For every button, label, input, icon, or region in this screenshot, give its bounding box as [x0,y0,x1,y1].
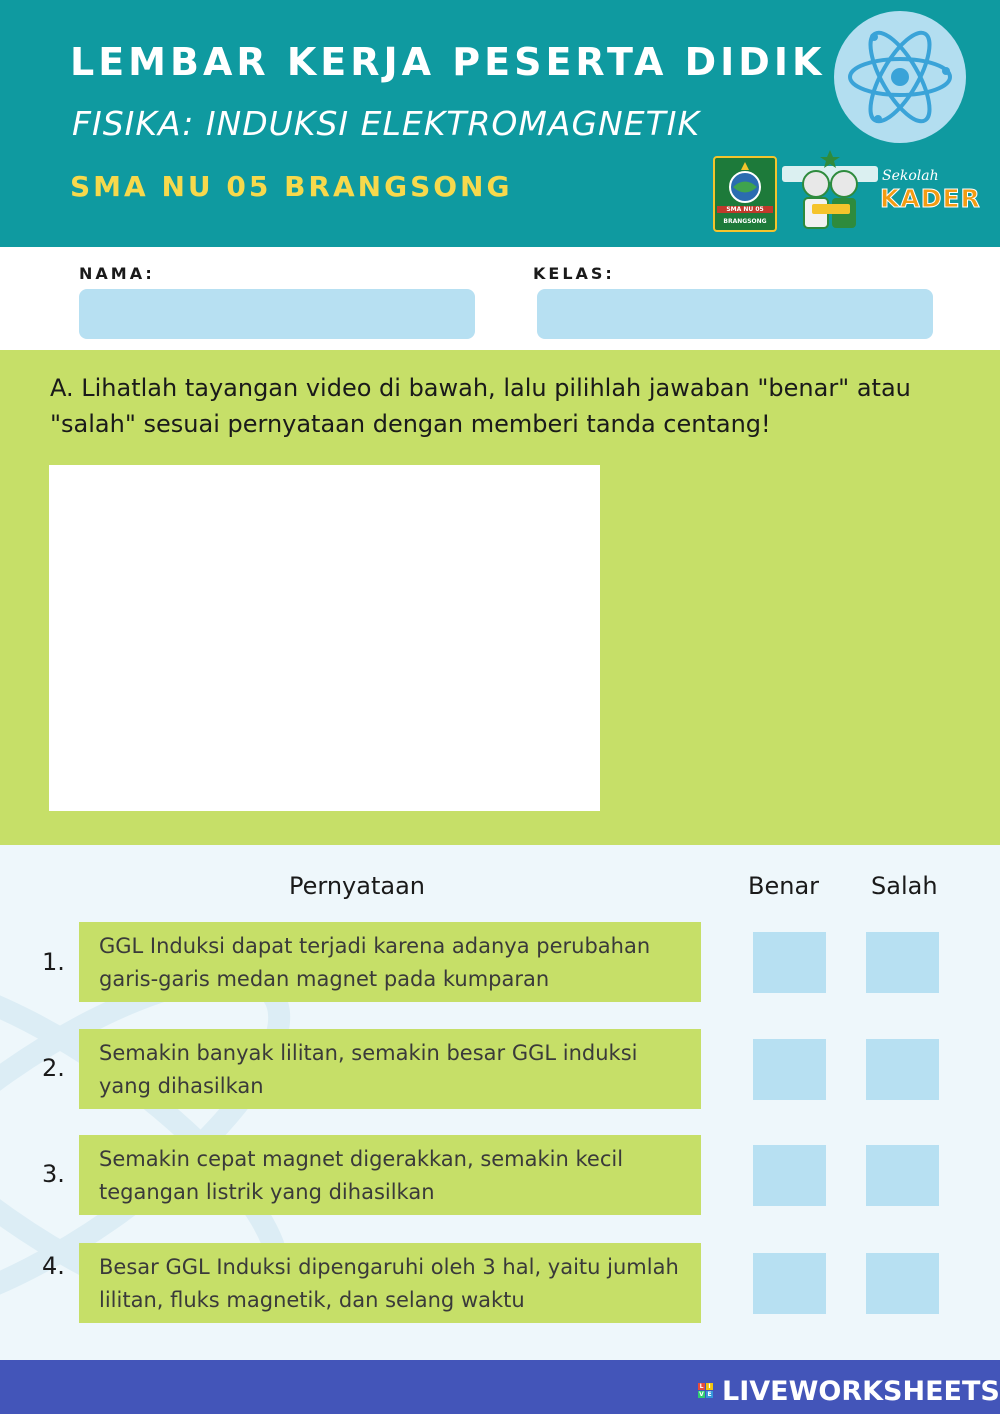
worksheet-title: LEMBAR KERJA PESERTA DIDIK [70,40,826,84]
worksheet-subtitle: FISIKA: INDUKSI ELEKTROMAGNETIK [72,104,701,143]
school-logo [713,156,777,232]
row-2-benar-checkbox[interactable] [753,1039,826,1100]
liveworksheets-icon: L I V E [699,1383,712,1398]
statement-text: Semakin cepat magnet digerakkan, semakin kecil tegangan listrik yang dihasilkan [79,1135,701,1215]
name-label: NAMA: [79,264,155,283]
row-number: 2. [42,1054,65,1082]
row-number: 1. [42,948,65,976]
row-4-benar-checkbox[interactable] [753,1253,826,1314]
row-4-salah-checkbox[interactable] [866,1253,939,1314]
class-label: KELAS: [533,264,615,283]
sekolah-kader-logo [880,168,981,220]
school-logo-label: SMA NU 05 [717,206,773,213]
statement-column-header: Pernyataan [289,872,425,900]
atom-icon [834,11,966,143]
name-input[interactable] [79,289,475,339]
true-column-header: Benar [748,872,820,900]
statement-text: Semakin banyak lilitan, semakin besar GGL induksi yang dihasilkan [79,1029,701,1109]
row-2-salah-checkbox[interactable] [866,1039,939,1100]
row-1-benar-checkbox[interactable] [753,932,826,993]
video-player[interactable] [49,465,600,811]
row-1-salah-checkbox[interactable] [866,932,939,993]
section-a-instruction: A. Lihatlah tayangan video di bawah, lalu pilihlah jawaban "benar" atau "salah" sesuai pernyataan dengan memberi tanda centang! [50,374,911,438]
statement-text: GGL Induksi dapat terjadi karena adanya perubahan garis-garis medan magnet pada kumparan [79,922,701,1002]
kader-word: KADER [880,184,981,213]
school-logo-sublabel: BRANGSONG [723,218,767,225]
row-number: 3. [42,1160,65,1188]
row-3-benar-checkbox[interactable] [753,1145,826,1206]
nu-mascot-logo [782,148,878,234]
row-number: 4. [42,1252,65,1280]
liveworksheets-brand[interactable]: LIVEWORKSHEETS [722,1376,1000,1407]
statement-text: Besar GGL Induksi dipengaruhi oleh 3 hal, yaitu jumlah lilitan, fluks magnetik, dan selang waktu [79,1243,701,1323]
class-input[interactable] [537,289,933,339]
false-column-header: Salah [871,872,938,900]
kader-script: Sekolah [882,168,939,184]
row-3-salah-checkbox[interactable] [866,1145,939,1206]
school-name: SMA NU 05 BRANGSONG [70,170,513,203]
